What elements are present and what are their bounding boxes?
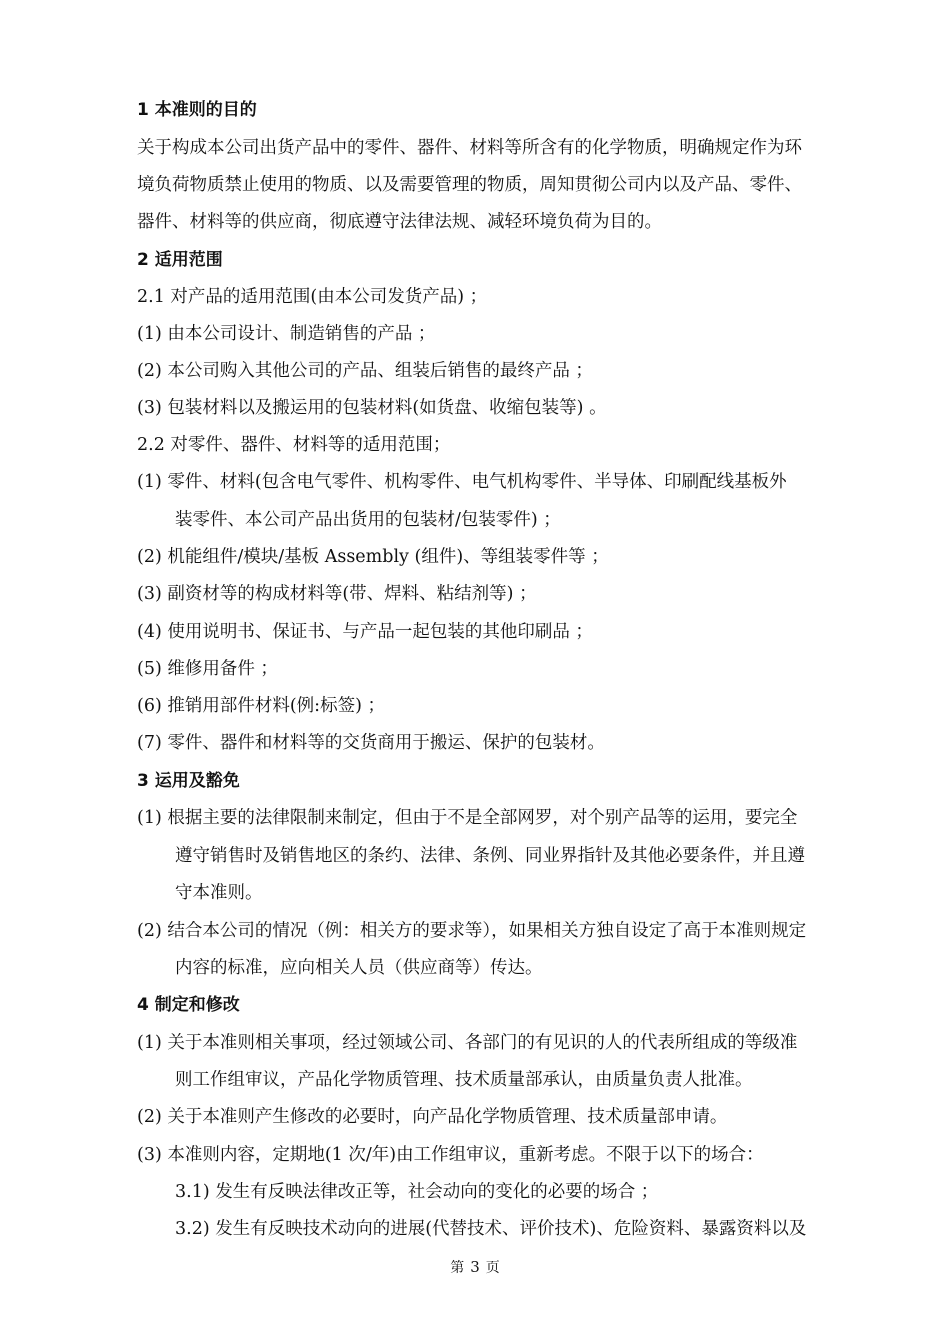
subsection-2-1: 2.1 对产品的适用范围(由本公司发货产品) ；: [137, 287, 488, 307]
list-item: (1) 由本公司设计、制造销售的产品 ；: [137, 324, 436, 344]
subsection-2-2: 2.2 对零件、器件、材料等的适用范围；: [137, 435, 451, 455]
list-item: (1) 零件、材料(包含电气零件、机构零件、电气机构零件、半导体、印刷配线基板外: [137, 472, 787, 492]
paragraph-line: 关于构成本公司出货产品中的零件、器件、材料等所含有的化学物质，明确规定作为环: [137, 138, 802, 158]
list-item-continuation: 遵守销售时及销售地区的条约、法律、条例、同业界指针及其他必要条件，并且遵: [175, 846, 805, 866]
list-item: (4) 使用说明书、保证书、与产品一起包装的其他印刷品 ；: [137, 622, 593, 642]
list-item: (2) 本公司购入其他公司的产品、组装后销售的最终产品 ；: [137, 361, 593, 381]
section-4-heading: 4 制定和修改: [137, 995, 240, 1015]
list-item: (3) 副资材等的构成材料等(带、焊料、粘结剂等) ；: [137, 584, 537, 604]
section-1-heading: 1 本准则的目的: [137, 100, 257, 120]
paragraph-line: 境负荷物质禁止使用的物质、以及需要管理的物质，周知贯彻公司内以及产品、零件、: [137, 175, 802, 195]
list-item: (2) 机能组件/模块/基板 Assembly (组件)、等组装零件等 ；: [137, 547, 609, 567]
list-item: (1) 关于本准则相关事项，经过领域公司、各部门的有见识的人的代表所组成的等级准: [137, 1033, 798, 1053]
list-item: (5) 维修用备件 ；: [137, 659, 278, 679]
list-item-continuation: 守本准则。: [175, 883, 263, 903]
page-number: 3: [470, 1258, 480, 1276]
list-item: (7) 零件、器件和材料等的交货商用于搬运、保护的包装材。: [137, 733, 605, 753]
list-item: (3) 包装材料以及搬运用的包装材料(如货盘、收缩包装等) 。: [137, 398, 607, 418]
paragraph-line: 器件、材料等的供应商，彻底遵守法律法规、减轻环境负荷为目的。: [137, 212, 662, 232]
list-item: (3) 本准则内容，定期地(1 次/年)由工作组审议，重新考虑。不限于以下的场合：: [137, 1145, 764, 1165]
list-item-continuation: 则工作组审议，产品化学物质管理、技术质量部承认，由质量负责人批准。: [175, 1070, 753, 1090]
list-item: (2) 结合本公司的情况（例：相关方的要求等），如果相关方独自设定了高于本准则规定: [137, 921, 807, 941]
page-footer: [0, 1257, 950, 1278]
section-3-heading: 3 运用及豁免: [137, 771, 240, 791]
list-item-continuation: 内容的标准，应向相关人员（供应商等）传达。: [175, 958, 543, 978]
footer-suffix: 页: [485, 1260, 500, 1276]
list-item: (6) 推销用部件材料(例:标签) ；: [137, 696, 385, 716]
sub-list-item: 3.1) 发生有反映法律改正等，社会动向的变化的必要的场合 ；: [175, 1182, 659, 1202]
sub-list-item: 3.2) 发生有反映技术动向的进展(代替技术、评价技术)、危险资料、暴露资料以及: [175, 1219, 807, 1239]
footer-prefix: 第: [450, 1260, 465, 1276]
list-item: (1) 根据主要的法律限制来制定，但由于不是全部网罗，对个别产品等的运用，要完全: [137, 808, 798, 828]
list-item-continuation: 装零件、本公司产品出货用的包装材/包装零件) ；: [175, 510, 561, 530]
list-item: (2) 关于本准则产生修改的必要时，向产品化学物质管理、技术质量部申请。: [137, 1107, 728, 1127]
section-2-heading: 2 适用范围: [137, 250, 223, 270]
